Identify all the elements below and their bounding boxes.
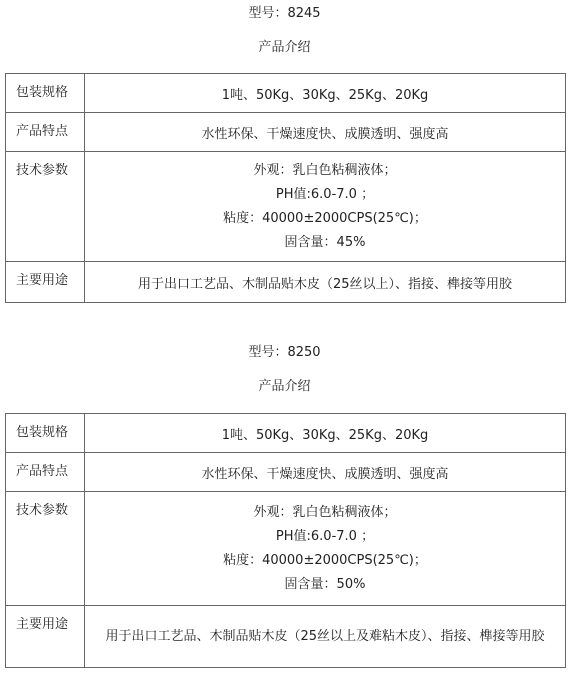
row-label: 包装规格 xyxy=(6,74,85,113)
spec-table xyxy=(5,73,566,303)
tech-param-line: 粘度：40000±2000CPS(25℃)； xyxy=(223,210,427,226)
tech-param-line: 固含量：45% xyxy=(284,234,366,250)
tech-param-line: 外观：乳白色粘稠液体； xyxy=(253,504,397,520)
row-label: 包装规格 xyxy=(6,414,85,453)
row-value: 水性环保、干燥速度快、成膜透明、强度高 xyxy=(85,453,566,492)
row-value xyxy=(85,606,566,668)
tech-param-line: 固含量：50% xyxy=(284,576,366,592)
table-row xyxy=(6,152,566,262)
tech-param-line: PH值:6.0-7.0 ； xyxy=(275,186,375,202)
row-label: 主要用途 xyxy=(6,606,85,668)
row-value: 用于出口工艺品、木制品贴木皮（25丝以上）、指接、榫接等用胶 xyxy=(85,262,566,303)
model-title: 型号：8250 xyxy=(248,345,321,360)
row-label: 产品特点 xyxy=(6,113,85,152)
row-label: 主要用途 xyxy=(6,262,85,303)
spec-table xyxy=(5,413,566,668)
model-title: 型号：8245 xyxy=(248,6,321,21)
intro-title: 产品介绍 xyxy=(258,40,311,55)
row-value: 水性环保、干燥速度快、成膜透明、强度高 xyxy=(85,113,566,152)
usage-text: 用于出口工艺品、木制品贴木皮（25丝以上及难粘木皮）、指接、榫接等用胶 xyxy=(105,628,545,644)
table-row xyxy=(6,414,566,453)
table-row xyxy=(6,492,566,606)
row-value xyxy=(85,492,566,606)
tech-param-line: 外观：乳白色粘稠液体； xyxy=(253,162,397,178)
tech-param-line: 粘度：40000±2000CPS(25℃)； xyxy=(223,552,427,568)
table-row xyxy=(6,74,566,113)
row-label: 技术参数 xyxy=(6,492,85,606)
table-row xyxy=(6,606,566,668)
row-value: 1吨、50Kg、30Kg、25Kg、20Kg xyxy=(85,74,566,113)
row-value: 1吨、50Kg、30Kg、25Kg、20Kg xyxy=(85,414,566,453)
table-row xyxy=(6,453,566,492)
intro-title: 产品介绍 xyxy=(258,379,311,394)
row-value xyxy=(85,152,566,262)
row-label: 技术参数 xyxy=(6,152,85,262)
table-row xyxy=(6,262,566,303)
tech-param-line: PH值:6.0-7.0 ； xyxy=(275,528,375,544)
row-label: 产品特点 xyxy=(6,453,85,492)
table-row xyxy=(6,113,566,152)
